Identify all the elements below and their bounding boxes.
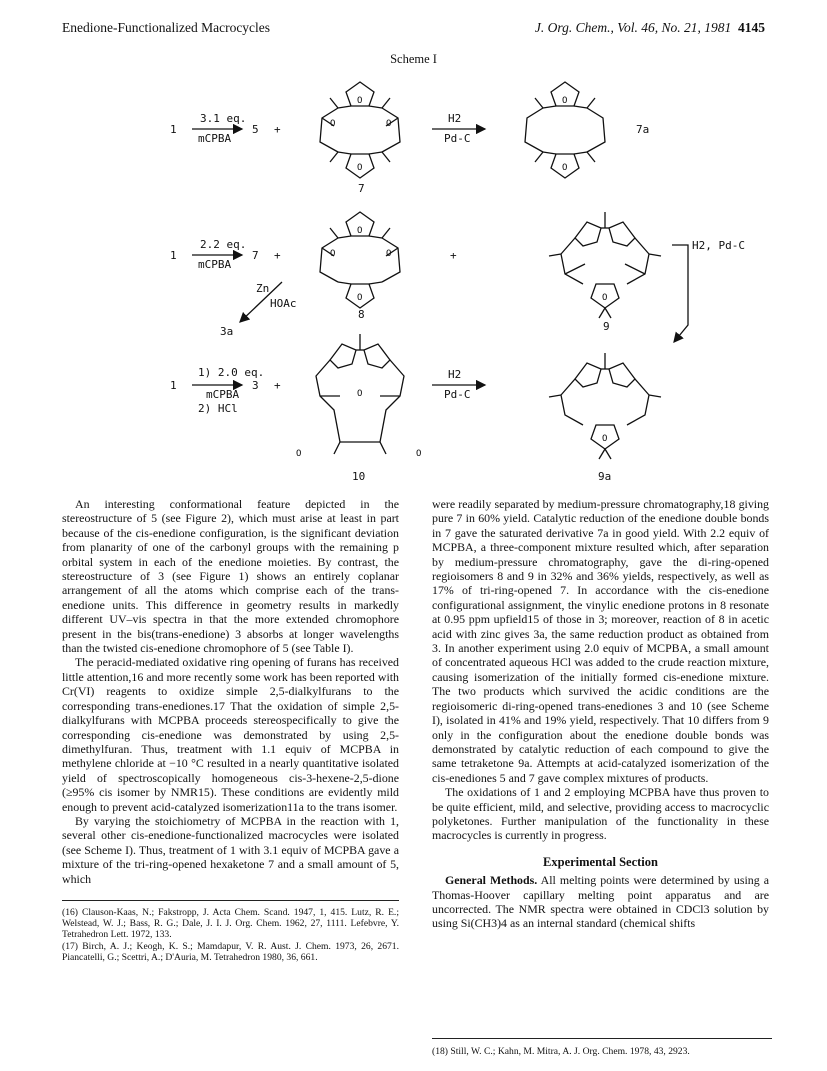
- svg-text:Zn: Zn: [256, 282, 270, 295]
- row1-reagent-top: 3.1 eq.: [200, 112, 247, 125]
- svg-text:O: O: [357, 389, 363, 399]
- svg-text:O: O: [386, 249, 392, 259]
- svg-text:1) 2.0 eq.: 1) 2.0 eq.: [198, 366, 265, 379]
- svg-text:3a: 3a: [220, 325, 234, 338]
- row1-product-b: 7: [358, 182, 365, 195]
- row1-reactant: 1: [170, 123, 177, 136]
- row1-product-a: 5: [252, 123, 259, 136]
- section-title: Experimental Section: [543, 854, 658, 869]
- svg-text:Pd-C: Pd-C: [444, 132, 471, 145]
- row1-final: 7a: [636, 123, 650, 136]
- svg-text:8: 8: [358, 308, 365, 321]
- svg-text:O: O: [602, 293, 608, 303]
- svg-text:O: O: [330, 249, 336, 259]
- row1-reagent-bottom: mCPBA: [198, 132, 232, 145]
- svg-text:O: O: [296, 449, 302, 459]
- scheme-title: Scheme I: [390, 52, 437, 66]
- left-column: [62, 497, 399, 963]
- svg-text:O: O: [386, 119, 392, 129]
- paragraph: were readily separated by medium-pressure chromatography,18 giving pure 7 in 60% yield. Catalytic reduction of the enedione double bonds in 7 gave the saturated derivative 7a in good yield. With 2.2 equiv of MCPBA, a three-component mixture resulted which, after separation by medium-pressure chromatography, gave the di-ring-opened regioisomers 8 and 9 in 32% and 36% yields, respectively, as well as 17% of tri-ring-opened 7. In accordance with the cis-enedione configurational assignment, the vinylic enedione protons in 8 resonate at 0.95 ppm upfield15 of those in 3; moreover, reaction of 8 in acetic acid with zinc gives 3a, the same reduction product as obtained from 3. In another experiment using 2.0 equiv of MCPBA, a small amount of concentrated aqueous HCl was added to the crude reaction mixture, causing isomerization of the initially formed cis-enedione mixture. The two products which survived the acidic conditions are the regioisomeric di-ring-opened trans-enediones 3 and 10 (see Scheme I), isolated in 41% and 19% yield, respectively. That 10 differs from 9 only in the configuration about the enedione double bonds was demonstrated by catalytic reduction of each compound to give the same tetraketone 9a. Attempts at acid-catalyzed isomerization of the cis-enediones 5 and 7 gave complex mixtures of products.: [432, 497, 769, 785]
- svg-text:HOAc: HOAc: [270, 297, 297, 310]
- svg-text:2.2 eq.: 2.2 eq.: [200, 238, 247, 251]
- header-title: Enedione-Functionalized Macrocycles: [62, 20, 271, 35]
- svg-text:O: O: [357, 163, 363, 173]
- paragraph: By varying the stoichiometry of MCPBA in the reaction with 1, several other cis-enedione-functionalized macrocycles were isolated (see Scheme I). Thus, treatment of 1 with 3.1 equiv of MCPBA gave a mixture of the tri-ring-opened hexaketone 7 and a small amount of 5, which: [62, 813, 399, 886]
- footnote-rule: [62, 900, 399, 901]
- paragraph: General Methods. All melting points were determined by using a Thomas-Hoover capillary melting point apparatus and are uncorrected. The NMR spectra were obtained in CDCl3 solution by using Si(CH3)4 as an internal standard (chemical shifts: [432, 873, 769, 931]
- footnote-16: (16) Clauson-Kaas, N.; Fakstropp, J. Acta Chem. Scand. 1947, 1, 415. Lutz, R. E.; Welstead, W. J.; Bass, R. G.; Dale, J. I. J. Org. Chem. 1962, 27, 1111. Lefebvre, Y. Tetrahedron Lett. 1972, 133.: [62, 906, 399, 941]
- paragraph: An interesting conformational feature depicted in the stereostructure of 5 (see Figure 2), which must arise at least in part because of the cis-enedione configuration, is the significant deviation from planarity of one of the carbonyl groups with the remaining p orbital system in each of the enedione moieties. By contrast, the stereostructure of 3 (see Figure 1) shows an entirely coplanar arrangement of all the atoms which comprise each of the trans-enedione units. This difference in geometry results in markedly different UV–vis spectra in that the more extended chromophore present in the bis(trans-enedione) 3 absorbs at longer wavelengths than the twisted cis-enedione chromophore of 5 (see Table I).: [62, 497, 399, 656]
- svg-text:O: O: [357, 96, 363, 106]
- svg-text:+: +: [274, 379, 281, 392]
- run-in-heading: General Methods.: [445, 873, 538, 888]
- svg-text:+: +: [450, 249, 457, 262]
- svg-text:1: 1: [170, 379, 177, 392]
- svg-text:+: +: [274, 123, 281, 136]
- svg-text:O: O: [357, 293, 363, 303]
- paragraph: The oxidations of 1 and 2 employing MCPBA have thus proven to be quite efficient, mild, and selective, providing access to macrocyclic polyketones. Further manipulation of the functionality in these macrocycles is currently in progress.: [432, 785, 769, 843]
- svg-text:10: 10: [352, 470, 366, 483]
- svg-text:H2, Pd-C: H2, Pd-C: [692, 239, 745, 252]
- svg-text:7: 7: [252, 249, 259, 262]
- svg-text:mCPBA: mCPBA: [198, 258, 232, 271]
- svg-text:H2: H2: [448, 368, 462, 381]
- svg-text:O: O: [562, 96, 568, 106]
- svg-text:1: 1: [170, 249, 177, 262]
- svg-text:+: +: [274, 249, 281, 262]
- svg-text:O: O: [330, 119, 336, 129]
- svg-text:H2: H2: [448, 112, 462, 125]
- right-column: [432, 497, 769, 931]
- svg-text:9a: 9a: [598, 470, 612, 483]
- svg-text:3: 3: [252, 379, 259, 392]
- svg-text:2) HCl: 2) HCl: [198, 402, 238, 415]
- running-header: [62, 20, 765, 40]
- header-journal: J. Org. Chem., Vol. 46, No. 21, 1981 4145: [534, 20, 765, 35]
- svg-text:O: O: [416, 449, 422, 459]
- footnote-rule: [432, 1038, 772, 1039]
- svg-text:O: O: [562, 163, 568, 173]
- svg-text:9: 9: [603, 320, 610, 333]
- page-number: 4145: [738, 20, 765, 35]
- paragraph: The peracid-mediated oxidative ring opening of furans has received little attention,16 and more recently some work has been reported with Cr(VI) reagents to oxidize simple 2,5-dialkylfurans to the corresponding trans-enediones.17 That the oxidation of simple 2,5-dialkylfurans with MCPBA proceeds stereospecifically to give the corresponding cis-enedione was demonstrated by using 2,5-dimethylfuran. Thus, treatment with 1.1 equiv of MCPBA in methylene chloride at −10 °C resulted in a nearly quantitative isolated yield of spectroscopically homogeneous cis-3-hexene-2,5-dione (≥95% cis isomer by NMR15). These conditions are evidently mild enough to prevent acid-catalyzed isomerization11a to the trans isomer.: [62, 655, 399, 814]
- reaction-scheme: [60, 60, 760, 490]
- svg-text:O: O: [602, 434, 608, 444]
- svg-text:Pd-C: Pd-C: [444, 388, 471, 401]
- svg-text:mCPBA: mCPBA: [206, 388, 240, 401]
- svg-text:O: O: [357, 226, 363, 236]
- footnote-18: (18) Still, W. C.; Kahn, M. Mitra, A. J. Org. Chem. 1978, 43, 2923.: [432, 1046, 690, 1057]
- footnote-17: (17) Birch, A. J.; Keogh, K. S.; Mamdapur, V. R. Aust. J. Chem. 1973, 26, 2671. Piancatelli, G.; Scettri, A.; D'Auria, M. Tetrahedron 1980, 36, 661.: [62, 940, 399, 963]
- body-columns: [62, 497, 772, 1042]
